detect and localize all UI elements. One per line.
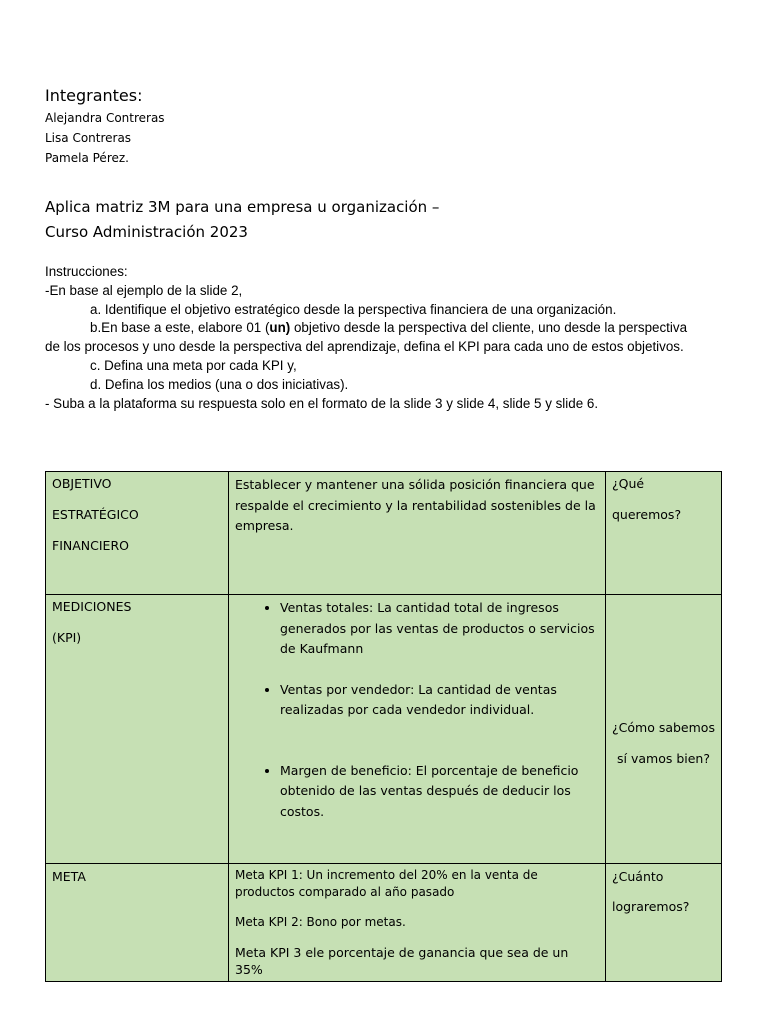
question-line: queremos? <box>612 507 682 522</box>
meta-item: Meta KPI 3 ele porcentaje de ganancia que sea de un 35% <box>235 945 569 977</box>
instruction-item-b-continued: de los procesos y uno desde la perspectiva del aprendizaje, defina el KPI para cada uno de estos objetivos. <box>45 339 684 354</box>
meta-label-cell <box>46 864 229 982</box>
meta-label: META <box>52 869 86 884</box>
objective-label-line: FINANCIERO <box>52 538 129 553</box>
objective-label-line: OBJETIVO <box>52 476 112 491</box>
kpi-question-cell <box>606 595 722 864</box>
question-line: ¿Qué <box>612 476 645 491</box>
kpi-content-cell <box>229 595 606 864</box>
objective-question-cell <box>606 472 722 595</box>
list-item: • Ventas por vendedor: La cantidad de ventas realizadas por cada vendedor individual. <box>280 680 599 721</box>
meta-content-cell <box>229 864 606 982</box>
list-item: • Margen de beneficio: El porcentaje de beneficio obtenido de las ventas después de deducir los costos. <box>280 761 599 823</box>
member-name: Alejandra Contreras <box>45 111 165 125</box>
table-row-kpi <box>46 595 722 864</box>
instruction-line: -En base al ejemplo de la slide 2, <box>45 283 243 298</box>
instruction-item-b <box>90 320 687 335</box>
kpi-label-cell <box>46 595 229 864</box>
objective-label-cell <box>46 472 229 595</box>
question-line: ¿Cuánto <box>612 869 664 884</box>
matrix-3m-table <box>45 471 722 982</box>
instructions-heading: Instrucciones: <box>45 264 128 279</box>
assignment-title-line1: Aplica matriz 3M para una empresa u organización – <box>45 198 440 216</box>
instruction-item-b-bold: un) <box>269 320 291 335</box>
instruction-item-a: a. Identifique el objetivo estratégico desde la perspectiva financiera de una organización. <box>90 302 617 317</box>
kpi-list <box>235 598 599 822</box>
kpi-label-line: MEDICIONES <box>52 599 132 614</box>
question-line: lograremos? <box>612 899 690 914</box>
kpi-label-line: (KPI) <box>52 630 82 645</box>
objective-text: Establecer y mantener una sólida posición financiera que respalde el crecimiento y la rentabilidad sostenibles de la empresa. <box>235 477 596 533</box>
member-name: Lisa Contreras <box>45 131 132 145</box>
table-row-meta <box>46 864 722 982</box>
question-line: sí vamos bien? <box>617 751 710 766</box>
instruction-item-c: c. Defina una meta por cada KPI y, <box>90 358 297 373</box>
list-item: • Ventas totales: La cantidad total de ingresos generados por las ventas de productos o servicios de Kaufmann <box>280 598 599 660</box>
members-heading: Integrantes: <box>45 86 143 105</box>
assignment-title-line2: Curso Administración 2023 <box>45 223 248 241</box>
instruction-item-d: d. Defina los medios (una o dos iniciativas). <box>90 377 349 392</box>
instruction-item-b-post: objetivo desde la perspectiva del cliente, uno desde la perspectiva <box>290 320 688 335</box>
meta-question-cell <box>606 864 722 982</box>
instruction-item-b-pre: b.En base a este, elabore 01 ( <box>90 320 270 335</box>
member-name: Pamela Pérez. <box>45 151 129 165</box>
instruction-line-last: - Suba a la plataforma su respuesta solo en el formato de la slide 3 y slide 4, slide 5 y slide 6. <box>45 396 599 411</box>
question-line: ¿Cómo sabemos <box>612 720 715 735</box>
table-row-objective <box>46 472 722 595</box>
meta-item: Meta KPI 1: Un incremento del 20% en la venta de productos comparado al año pasado <box>235 868 538 899</box>
objective-content-cell <box>229 472 606 595</box>
meta-item: Meta KPI 2: Bono por metas. <box>235 915 406 929</box>
objective-label-line: ESTRATÉGICO <box>52 507 139 522</box>
